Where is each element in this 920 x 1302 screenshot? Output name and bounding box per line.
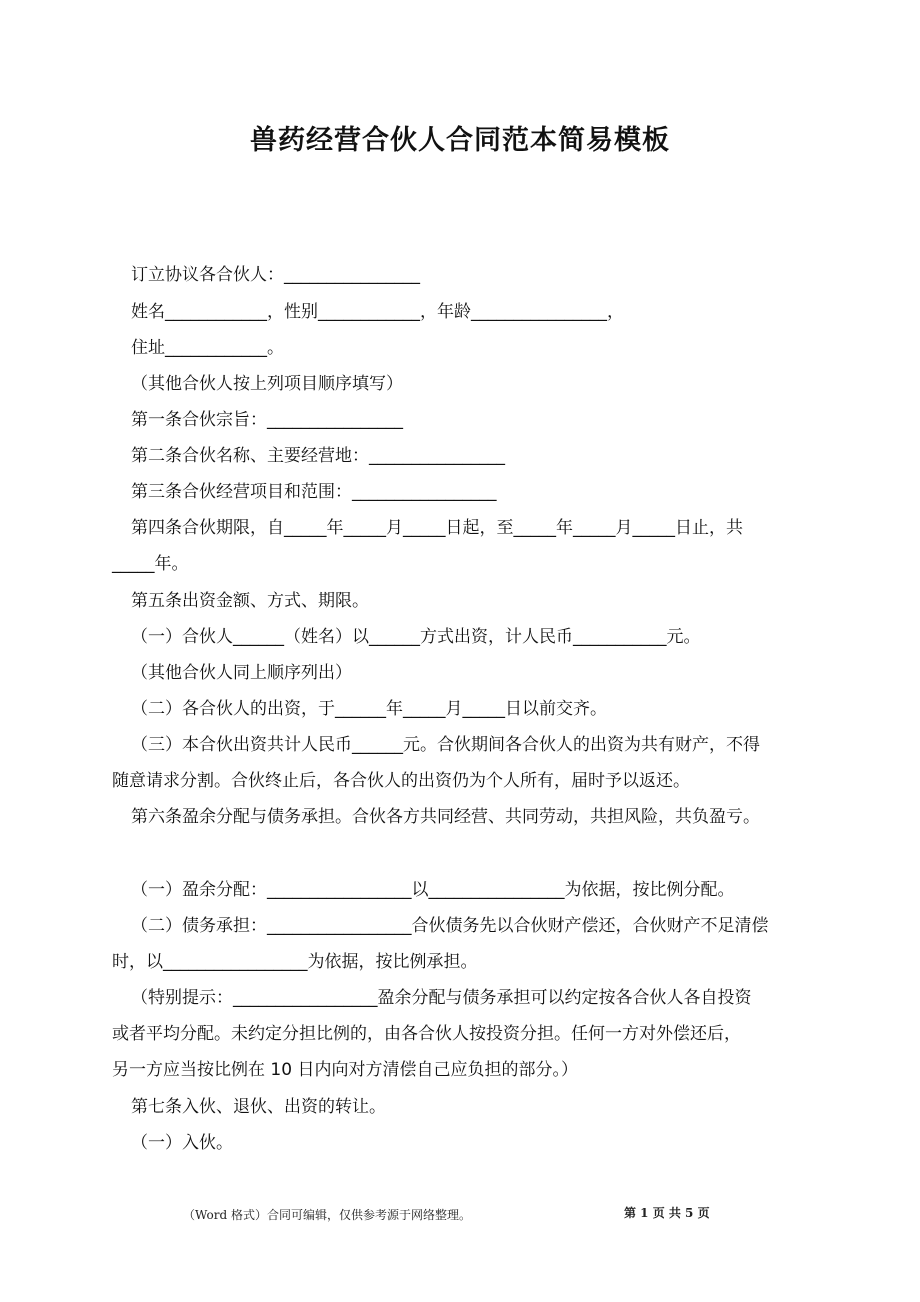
body-line: （其他合伙人按上列项目顺序填写）: [131, 374, 403, 394]
body-line: （其他合伙人同上顺序列出）: [131, 663, 352, 683]
body-line: 随意请求分割。合伙终止后，各合伙人的出资仍为个人所有，届时予以返还。: [112, 771, 690, 791]
body-line: 另一方应当按比例在 10 日内向对方清偿自己应负担的部分。）: [112, 1060, 578, 1080]
body-line: 第七条入伙、退伙、出资的转让。: [131, 1097, 386, 1117]
body-line: （二）债务承担：_________________合伙债务先以合伙财产偿还，合伙财产不足清偿: [131, 916, 769, 936]
body-line: （二）各合伙人的出资，于______年_____月_____日以前交齐。: [131, 699, 607, 719]
body-line: 或者平均分配。未约定分担比例的，由各合伙人按投资分担。任何一方对外偿还后，: [112, 1024, 741, 1044]
body-line: （一）入伙。: [131, 1133, 233, 1153]
body-line: 时，以_________________为依据，按比例承担。: [112, 952, 478, 972]
body-line: 第五条出资金额、方式、期限。: [131, 591, 369, 611]
body-line: 住址____________。: [131, 338, 284, 358]
body-line: （一）盈余分配：_________________以________________为依据，按比例分配。: [131, 880, 735, 900]
body-line: 订立协议各合伙人：________________: [131, 265, 420, 285]
body-line: 第四条合伙期限，自_____年_____月_____日起，至_____年_____月_____日止，共: [131, 518, 743, 538]
body-line: 姓名____________，性别____________，年龄________________，: [131, 302, 624, 322]
page-number: 第 1 页 共 5 页: [624, 1206, 710, 1220]
body-line: 第一条合伙宗旨：________________: [131, 410, 403, 430]
body-line: （特别提示：_________________盈余分配与债务承担可以约定按各合伙人各自投资: [131, 988, 752, 1008]
body-line: 第三条合伙经营项目和范围：_________________: [131, 482, 497, 502]
body-line: （一）合伙人______（姓名）以______方式出资，计人民币___________元。: [131, 627, 701, 647]
body-line: 第二条合伙名称、主要经营地：________________: [131, 446, 505, 466]
body-line: 第六条盈余分配与债务承担。合伙各方共同经营、共同劳动，共担风险，共负盈亏。: [131, 807, 760, 827]
body-line: _____年。: [112, 554, 189, 574]
document-title: 兽药经营合伙人合同范本简易模板: [250, 125, 670, 156]
body-line: （三）本合伙出资共计人民币______元。合伙期间各合伙人的出资为共有财产，不得: [131, 735, 760, 755]
footer-note: （Word 格式）合同可编辑，仅供参考源于网络整理。: [183, 1208, 471, 1222]
